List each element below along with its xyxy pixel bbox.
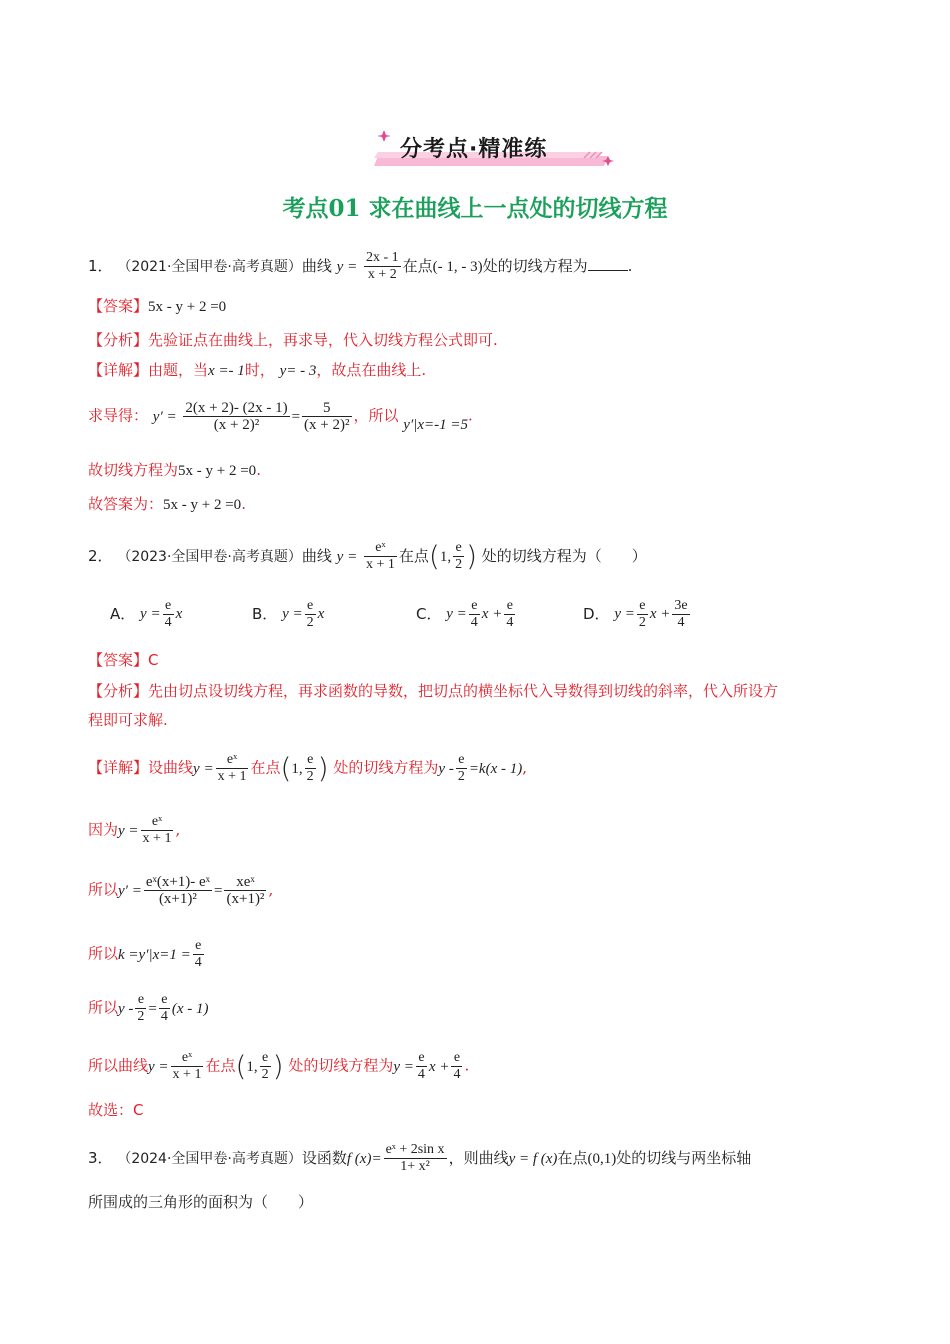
fraction: $\frac{e}{2}$ bbox=[455, 540, 463, 572]
question-text: 所围成的三角形的面积为（ ） bbox=[88, 1193, 314, 1211]
question-number: 2． bbox=[88, 547, 113, 565]
fraction: $\frac{e}{2}$ bbox=[638, 598, 646, 630]
detail-text: . bbox=[464, 1056, 470, 1075]
fraction: $\frac{\text{eˣ}}{x + 1}$ bbox=[217, 752, 247, 784]
answer-blank bbox=[588, 256, 628, 271]
question-number: 3． bbox=[88, 1149, 113, 1167]
fraction: $\frac{e}{4}$ bbox=[453, 1050, 461, 1082]
q2-so1: 所以y′ = $\frac{\text{eˣ(x+1)- eˣ}}{\text{(x+1)²}}$ = $\frac{\text{xeˣ}}{\text{(x+1)²}}$ , bbox=[88, 874, 274, 907]
detail-text: 处的切线方程为 bbox=[333, 758, 439, 777]
detail-text: 所以曲线 bbox=[88, 1056, 149, 1075]
fraction: $\frac{\text{eˣ}}{x + 1}$ bbox=[142, 814, 172, 846]
math-expr: 1, bbox=[291, 760, 303, 777]
option-d[interactable] bbox=[583, 598, 692, 631]
math-expr: y = bbox=[614, 606, 635, 622]
analysis-text: 先由切点设切线方程，再求函数的导数，把切点的横坐标代入导数得到切线的斜率，代入所设方 bbox=[148, 682, 779, 700]
option-c[interactable] bbox=[416, 598, 517, 631]
math-expr: x + bbox=[428, 1058, 450, 1075]
fraction: $\frac{e}{4}$ bbox=[160, 992, 168, 1024]
detail-text: ，故点在曲线上. bbox=[316, 361, 427, 379]
analysis-tag: 【分析】 bbox=[88, 682, 149, 700]
q2-because bbox=[88, 814, 180, 847]
fraction: $\frac{e}{4}$ bbox=[417, 1050, 425, 1082]
detail-tag: 【详解】 bbox=[88, 758, 149, 777]
math-expr: x bbox=[317, 606, 325, 622]
detail-text: , bbox=[175, 820, 181, 839]
banner-title: 分考点·精准练 bbox=[400, 137, 548, 162]
detail-text: . bbox=[256, 461, 261, 479]
section-heading: 考点01 求在曲线上一点处的切线方程 bbox=[282, 195, 668, 222]
analysis-text: 程即可求解. bbox=[88, 711, 168, 729]
math-expr: 5x - y + 2 =0 bbox=[163, 497, 242, 513]
fraction: $\frac{e}{4}$ bbox=[470, 598, 478, 630]
question-source: （2023·全国甲卷·高考真题） bbox=[117, 549, 302, 565]
q1-answer bbox=[88, 296, 226, 317]
question-text: ，则曲线 bbox=[448, 1149, 509, 1167]
question-text: . bbox=[627, 257, 633, 275]
detail-text: 由题，当 bbox=[148, 361, 209, 379]
detail-text: 故选： bbox=[88, 1101, 134, 1119]
math-expr: x + bbox=[649, 606, 671, 622]
fraction: $\frac{e}{2}$ bbox=[306, 598, 314, 630]
math-expr: y′ = bbox=[152, 408, 177, 425]
question-3 bbox=[88, 1142, 751, 1175]
fraction: $\frac{5}{\text{(x + 2)²}}$ bbox=[304, 400, 350, 433]
fraction: $\frac{2x - 1}{x + 2}$ bbox=[365, 250, 399, 282]
option-label: C． bbox=[416, 605, 442, 623]
math-expr: y = f (x) bbox=[508, 1150, 558, 1167]
question-text: 在点 bbox=[557, 1149, 588, 1167]
fraction: $\frac{e}{2}$ bbox=[457, 752, 465, 784]
fraction: $\frac{\text{eˣ}}{x + 1}$ bbox=[365, 540, 395, 572]
detail-text: 在点 bbox=[250, 758, 281, 777]
detail-text: 故切线方程为 bbox=[88, 461, 179, 479]
detail-text: 在点 bbox=[205, 1056, 236, 1075]
math-expr: y = bbox=[393, 1058, 414, 1075]
fraction: $\frac{e}{2}$ bbox=[137, 992, 145, 1024]
analysis-text: 先验证点在曲线上，再求导，代入切线方程公式即可. bbox=[148, 331, 498, 349]
answer-value: C bbox=[133, 1101, 144, 1119]
math-expr: (0,1) bbox=[587, 1150, 617, 1167]
math-expr: 5x - y + 2 =0 bbox=[178, 463, 257, 479]
math-expr: y - bbox=[118, 1000, 134, 1017]
question-3-cont bbox=[88, 1192, 313, 1212]
fraction: $\frac{e}{2}$ bbox=[261, 1050, 269, 1082]
question-source: （2021·全国甲卷·高考真题） bbox=[117, 259, 302, 275]
detail-text: , bbox=[522, 758, 528, 777]
detail-text: 故答案为： bbox=[88, 495, 164, 513]
q2-analysis-cont bbox=[88, 710, 168, 730]
question-1 bbox=[88, 250, 632, 283]
fraction: $\frac{\text{eˣ(x+1)- eˣ}}{\text{(x+1)²}}$ bbox=[145, 874, 211, 907]
question-text: 在点 bbox=[402, 257, 433, 275]
option-b[interactable] bbox=[252, 598, 324, 631]
q1-final bbox=[88, 494, 246, 515]
detail-text: 设曲线 bbox=[148, 758, 194, 777]
q2-detail: 【详解】设曲线y = $\frac{\text{eˣ}}{x + 1}$ 在点(1, $\frac{e}{2}$ ) 处的切线方程为y - $\frac{e}{2}$ =k(x - 1), bbox=[88, 751, 528, 785]
math-expr: y′|x=-1 =5 bbox=[403, 416, 469, 433]
fraction: $\frac{e}{2}$ bbox=[306, 752, 314, 784]
answer-tag: 【答案】 bbox=[88, 297, 149, 315]
q2-so2 bbox=[88, 938, 206, 971]
math-expr: 5x - y + 2 =0 bbox=[148, 299, 227, 315]
detail-text: 因为 bbox=[88, 820, 119, 839]
math-expr: =k(x - 1) bbox=[468, 760, 523, 777]
math-expr: k =y′|x=1 = bbox=[118, 946, 191, 963]
fraction: $\frac{e}{4}$ bbox=[506, 598, 514, 630]
math-expr: = bbox=[148, 1000, 157, 1017]
math-expr: y = bbox=[118, 822, 139, 839]
math-expr: x + bbox=[481, 606, 503, 622]
q1-derivative bbox=[88, 400, 473, 433]
question-number: 1． bbox=[88, 257, 113, 275]
math-expr: y= - 3 bbox=[279, 363, 317, 379]
q2-choose bbox=[88, 1100, 144, 1120]
answer-value: C bbox=[148, 651, 159, 669]
math-expr: y = bbox=[282, 606, 303, 622]
fraction: $\frac{\text{xeˣ}}{\text{(x+1)²}}$ bbox=[226, 874, 265, 907]
detail-tag: 【详解】 bbox=[88, 361, 149, 379]
answer-tag: 【答案】 bbox=[88, 651, 149, 669]
math-expr: 1, bbox=[439, 548, 452, 565]
math-expr: = bbox=[291, 408, 301, 425]
detail-text: ，所以 bbox=[353, 406, 399, 425]
math-expr: (- 1, - 3) bbox=[432, 258, 483, 275]
fraction: $\frac{\text{eˣ + 2sin x}}{\text{1+ x²}}$ bbox=[385, 1142, 445, 1174]
detail-text: 所以 bbox=[88, 944, 119, 963]
fraction: $\frac{2(x + 2)- (2x - 1)}{\text{(x + 2)²}}$ bbox=[185, 400, 288, 433]
detail-text: , bbox=[268, 880, 274, 899]
math-expr: 1, bbox=[246, 1058, 258, 1075]
q2-so3 bbox=[88, 992, 209, 1025]
option-label: D． bbox=[583, 605, 610, 623]
question-text: 处的切线方程为 bbox=[482, 257, 588, 275]
q1-analysis bbox=[88, 330, 498, 350]
analysis-tag: 【分析】 bbox=[88, 331, 149, 349]
math-expr: y = bbox=[148, 1058, 169, 1075]
math-expr: y - bbox=[438, 760, 454, 777]
detail-text: 求导得： bbox=[88, 406, 149, 425]
q2-so4: 所以曲线y = $\frac{\text{eˣ}}{x + 1}$ 在点(1, $\frac{e}{2}$ ) 处的切线方程为y = $\frac{e}{4}$ x + $\frac{e}{4}$ . bbox=[88, 1049, 470, 1083]
fraction: $\frac{e}{4}$ bbox=[194, 938, 202, 970]
detail-text: 处的切线方程为 bbox=[288, 1056, 394, 1075]
math-expr: y = bbox=[446, 606, 467, 622]
math-expr: y = bbox=[193, 760, 214, 777]
fraction: $\frac{3e}{4}$ bbox=[674, 598, 688, 630]
q1-detail bbox=[88, 360, 426, 381]
question-text: 在点 bbox=[398, 547, 429, 565]
option-label: A． bbox=[110, 605, 136, 623]
question-text: 处的切线与两坐标轴 bbox=[616, 1149, 752, 1167]
math-expr: y = bbox=[140, 606, 161, 622]
detail-text: 所以 bbox=[88, 998, 119, 1017]
question-source: （2024·全国甲卷·高考真题） bbox=[117, 1151, 302, 1167]
detail-text: 所以 bbox=[88, 880, 119, 899]
fraction: $\frac{\text{eˣ}}{x + 1}$ bbox=[172, 1050, 202, 1082]
q1-tangent bbox=[88, 460, 261, 481]
detail-text: 时， bbox=[244, 361, 275, 379]
question-text: 曲线 bbox=[301, 547, 332, 565]
math-expr: (x - 1) bbox=[171, 1000, 209, 1017]
question-2: 2． （2023·全国甲卷·高考真题）曲线 y = $\frac{\text{eˣ}}{x + 1}$ 在点(1, $\frac{e}{2}$ ) 处的切线方程为（ ） bbox=[88, 539, 647, 573]
detail-text: . bbox=[241, 495, 246, 513]
fraction: $\frac{e}{4}$ bbox=[164, 598, 172, 630]
math-expr: y = bbox=[336, 258, 358, 275]
math-expr: y = bbox=[336, 548, 358, 565]
option-label: B． bbox=[252, 605, 278, 623]
q2-answer bbox=[88, 650, 159, 670]
math-expr: x bbox=[175, 606, 183, 622]
question-text: 处的切线方程为（ ） bbox=[481, 547, 647, 565]
question-text: 曲线 bbox=[301, 257, 332, 275]
q2-analysis bbox=[88, 681, 778, 701]
math-expr: x =- 1 bbox=[208, 363, 245, 379]
math-expr: f (x)= bbox=[346, 1150, 382, 1167]
question-text: 设函数 bbox=[301, 1149, 347, 1167]
detail-text: . bbox=[468, 406, 473, 425]
math-expr: y′ = bbox=[118, 882, 142, 899]
option-a[interactable] bbox=[110, 598, 182, 631]
